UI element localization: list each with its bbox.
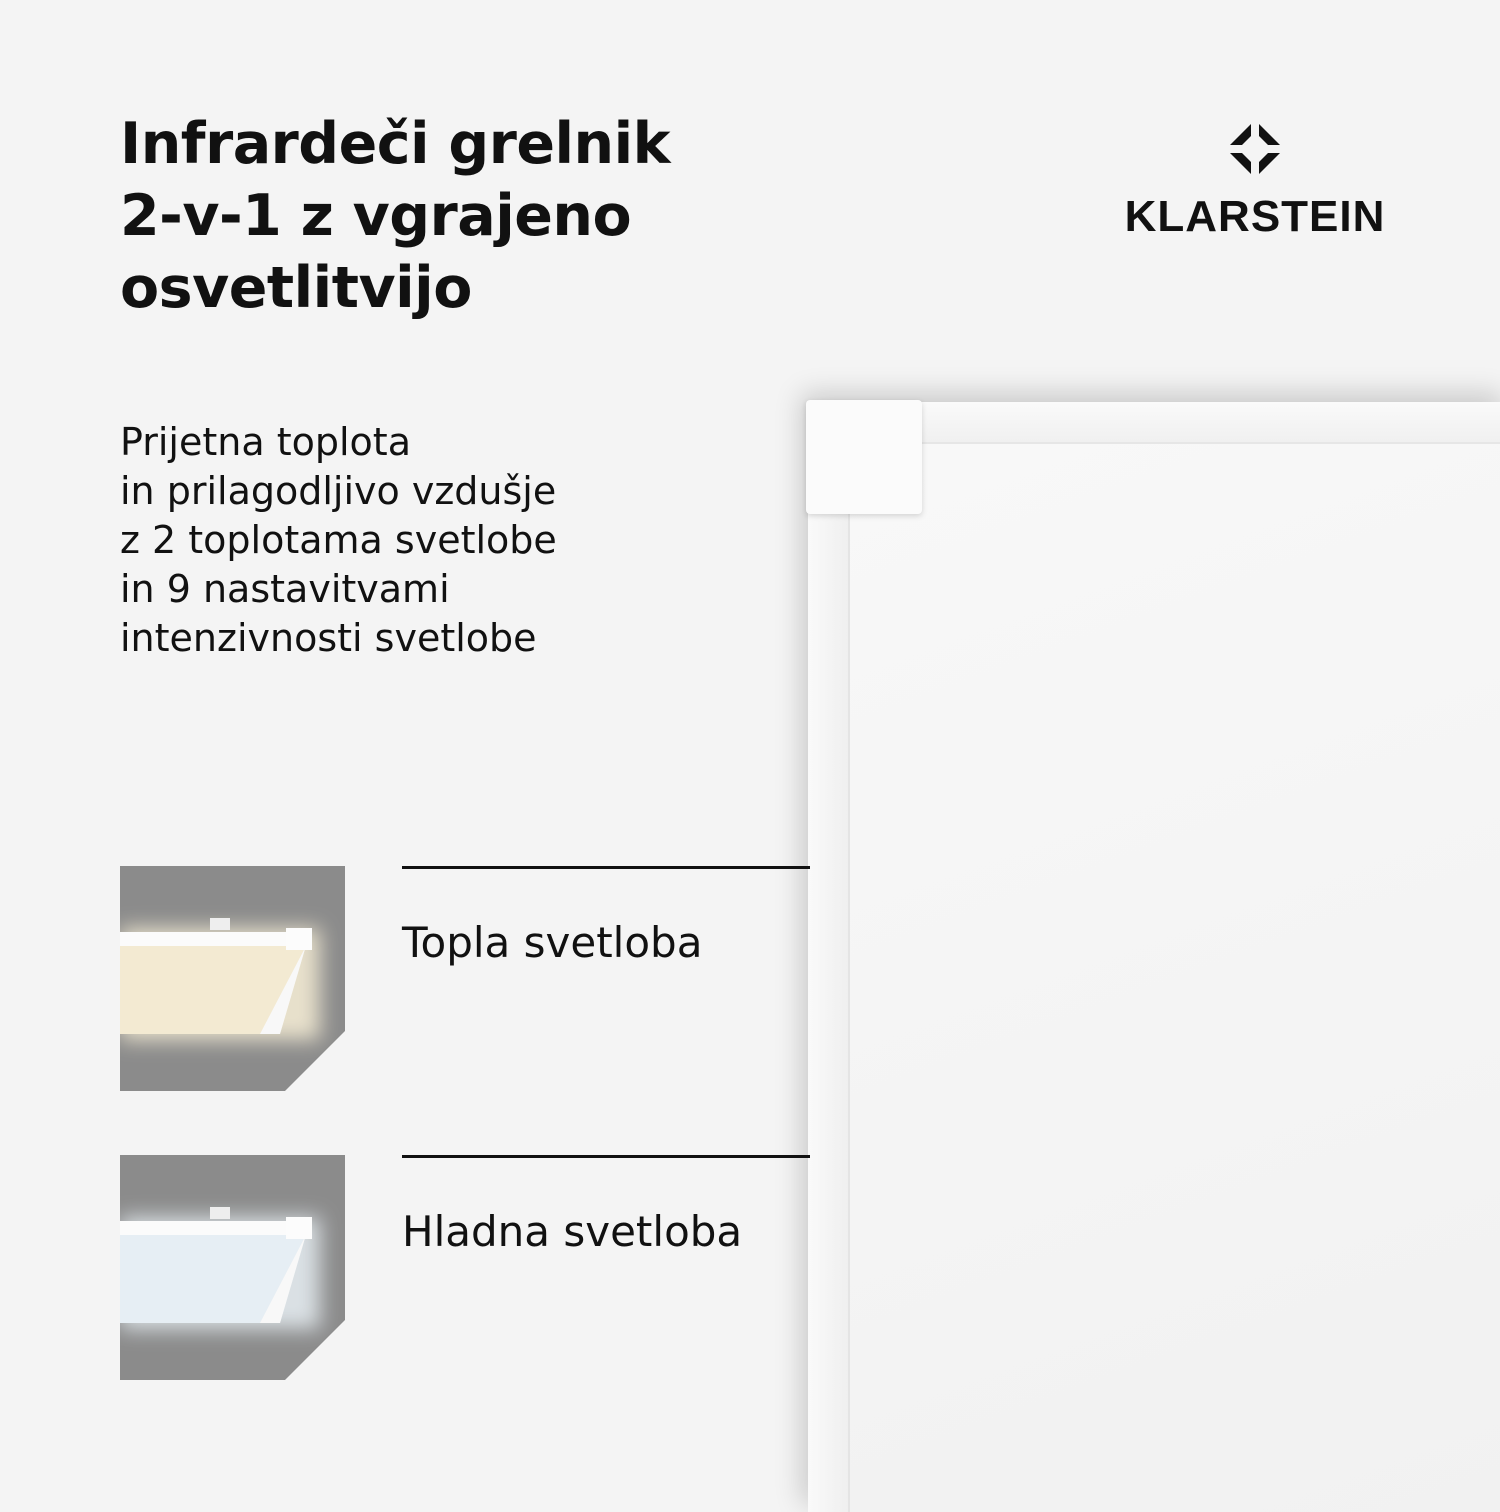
description	[120, 418, 760, 663]
description-line-4: in 9 nastavitvami	[120, 567, 450, 611]
cold-light-thumbnail	[120, 1155, 345, 1380]
brand-logo	[1120, 118, 1390, 248]
warm-light-label: Topla svetloba	[402, 918, 703, 967]
heater-panel-image	[808, 402, 1500, 1512]
description-line-1: Prijetna toplota	[120, 420, 411, 464]
heater-surface	[850, 444, 1500, 1512]
description-line-5: intenzivnosti svetlobe	[120, 616, 537, 660]
cold-light-label: Hladna svetloba	[402, 1207, 743, 1256]
brand-wordmark: KLARSTEIN	[1124, 192, 1386, 241]
headline-line-3: osvetlitvijo	[120, 255, 472, 321]
heater-frame-left	[808, 402, 850, 1512]
heater-corner-bracket	[806, 400, 922, 514]
headline-line-2: 2-v-1 z vgrajeno	[120, 183, 632, 249]
headline-line-1: Infrardeči grelnik	[120, 111, 671, 177]
warm-light-thumbnail	[120, 866, 345, 1091]
headline	[120, 108, 760, 324]
description-line-2: in prilagodljivo vzdušje	[120, 469, 557, 513]
warm-light-divider	[402, 866, 810, 869]
description-line-3: z 2 toplotama svetlobe	[120, 518, 557, 562]
cold-light-divider	[402, 1155, 810, 1158]
klarstein-mark-icon	[1224, 118, 1286, 180]
